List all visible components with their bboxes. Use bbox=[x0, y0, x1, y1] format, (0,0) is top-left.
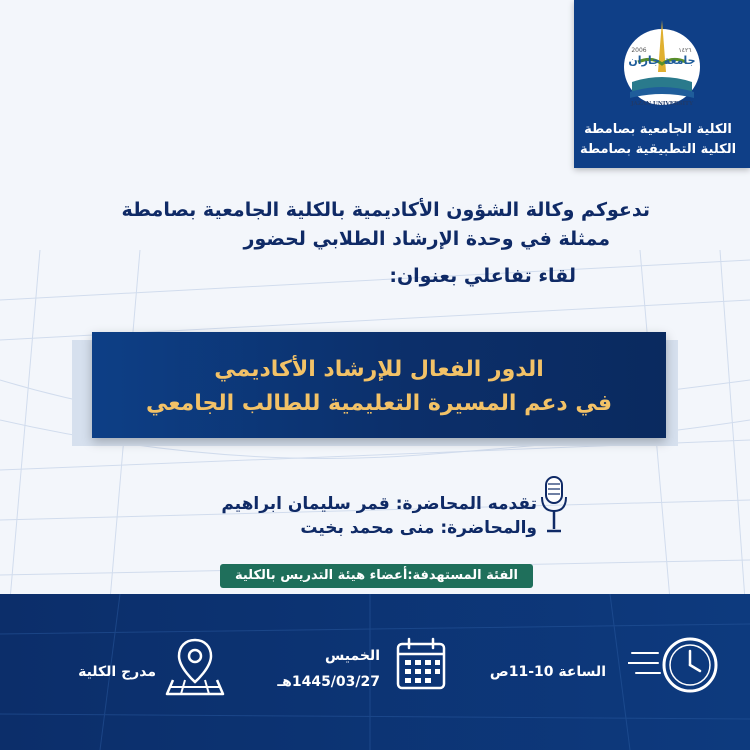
microphone-icon bbox=[538, 475, 570, 537]
logo-caption bbox=[578, 120, 738, 160]
intro-line-1: تدعوكم وكالة الشؤون الأكاديمية بالكلية الجامعية بصامطة bbox=[121, 199, 650, 221]
university-logo bbox=[612, 12, 712, 112]
map-pin-icon bbox=[165, 636, 225, 698]
intro-line-3: لقاء تفاعلي بعنوان: bbox=[389, 265, 576, 287]
logo-emblem-text: جامعة جازان bbox=[628, 54, 696, 67]
event-date: 1445/03/27هـ bbox=[277, 674, 380, 690]
event-location: مدرج الكلية bbox=[78, 664, 156, 680]
title-line-1: الدور الفعال للإرشاد الأكاديمي bbox=[214, 357, 544, 382]
intro-line-2: ممثلة في وحدة الإرشاد الطلابي لحضور bbox=[243, 228, 610, 250]
event-time: الساعة 10-11ص bbox=[489, 664, 606, 680]
event-day: الخميس bbox=[324, 648, 380, 664]
invitation-intro bbox=[60, 196, 650, 291]
caption-line-university-college: الكلية الجامعية بصامطة bbox=[584, 122, 732, 137]
target-audience-badge: الفئة المستهدفة:أعضاء هيئة التدريس بالكلية bbox=[220, 564, 533, 588]
speaker-line-1: تقدمه المحاضرة: قمر سليمان ابراهيم bbox=[221, 494, 537, 514]
logo-year-right: ١٤٢٦ bbox=[678, 47, 692, 54]
caption-line-applied-college: الكلية التطبيقية بصامطة bbox=[579, 142, 737, 157]
clock-icon bbox=[628, 635, 720, 695]
speakers bbox=[180, 492, 537, 540]
title-line-2: في دعم المسيرة التعليمية للطالب الجامعي bbox=[145, 391, 613, 416]
speaker-line-2: والمحاضرة: منى محمد بخيت bbox=[300, 518, 537, 538]
lecture-title bbox=[92, 353, 666, 421]
logo-year-left: 2006 bbox=[631, 47, 647, 54]
calendar-icon bbox=[395, 636, 447, 692]
logo-latin-text: JAZAN UNIVERSITY bbox=[630, 101, 694, 107]
